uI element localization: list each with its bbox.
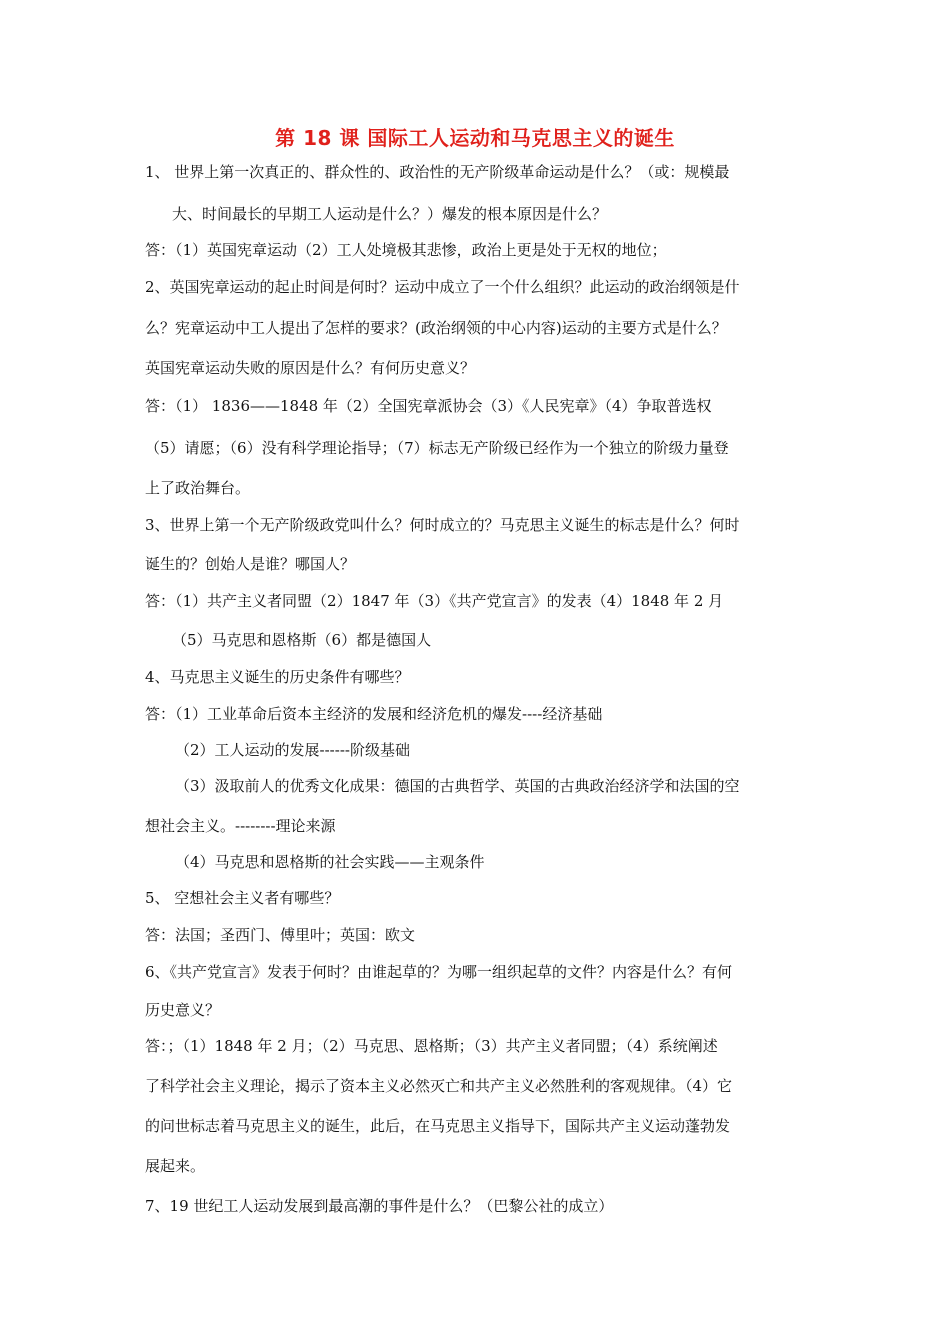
q3-line-1: 3、世界上第一个无产阶级政党叫什么？何时成立的？马克思主义诞生的标志是什么？何时 — [145, 516, 740, 534]
a2-line-2: （5）请愿；（6）没有科学理论指导；（7）标志无产阶级已经作为一个独立的阶级力量登 — [145, 439, 729, 457]
q2-line-3: 英国宪章运动失败的原因是什么？有何历史意义？ — [145, 359, 476, 377]
a3-line-2: （5）马克思和恩格斯（6）都是德国人 — [172, 631, 432, 649]
a4-line-4: 想社会主义。--------理论来源 — [145, 817, 336, 835]
lesson-title: 第 18 课 国际工人运动和马克思主义的诞生 — [275, 126, 675, 150]
q4-line-1: 4、马克思主义诞生的历史条件有哪些？ — [145, 668, 410, 686]
q5-line-1: 5、 空想社会主义者有哪些？ — [145, 889, 340, 907]
a1-line-1: 答：（1）英国宪章运动（2）工人处境极其悲惨，政治上更是处于无权的地位； — [145, 241, 667, 259]
q6-line-2: 历史意义？ — [145, 1001, 221, 1019]
a3-line-1: 答：（1）共产主义者同盟（2）1847 年（3）《共产党宣言》的发表（4）1848 年 2 月 — [145, 592, 724, 610]
q1-line-1: 1、 世界上第一次真正的、群众性的、政治性的无产阶级革命运动是什么？（或：规模最 — [145, 163, 730, 181]
a4-line-1: 答：（1）工业革命后资本主经济的发展和经济危机的爆发----经济基础 — [145, 705, 603, 723]
a6-line-1: 答：；（1）1848 年 2 月；（2）马克思、恩格斯；（3）共产主义者同盟；（4）系统阐述 — [145, 1037, 718, 1055]
q1-line-2: 大、时间最长的早期工人运动是什么？）爆发的根本原因是什么？ — [172, 205, 608, 223]
a6-line-2: 了科学社会主义理论，揭示了资本主义必然灭亡和共产主义必然胜利的客观规律。（4）它 — [145, 1077, 733, 1095]
a6-line-4: 展起来。 — [145, 1157, 206, 1175]
q7-line-1: 7、19 世纪工人运动发展到最高潮的事件是什么？（巴黎公社的成立） — [145, 1197, 614, 1215]
a5-line-1: 答：法国；圣西门、傅里叶；英国：欧文 — [145, 926, 416, 944]
a2-line-1: 答：（1） 1836——1848 年（2）全国宪章派协会（3）《人民宪章》（4）争取普选权 — [145, 397, 712, 415]
a4-line-5: （4）马克思和恩格斯的社会实践——主观条件 — [175, 853, 485, 871]
q2-line-2: 么？宪章运动中工人提出了怎样的要求？(政治纲领的中心内容)运动的主要方式是什么？ — [145, 319, 727, 337]
q3-line-2: 诞生的？创始人是谁？哪国人？ — [145, 555, 356, 573]
q2-line-1: 2、英国宪章运动的起止时间是何时？运动中成立了一个什么组织？此运动的政治纲领是什 — [145, 278, 740, 296]
a6-line-3: 的问世标志着马克思主义的诞生，此后，在马克思主义指导下，国际共产主义运动蓬勃发 — [145, 1117, 731, 1135]
a4-line-2: （2）工人运动的发展------阶级基础 — [175, 741, 410, 759]
q6-line-1: 6、《共产党宣言》发表于何时？由谁起草的？为哪一组织起草的文件？内容是什么？有何 — [145, 963, 733, 981]
a2-line-3: 上了政治舞台。 — [145, 479, 251, 497]
a4-line-3: （3）汲取前人的优秀文化成果：德国的古典哲学、英国的古典政治经济学和法国的空 — [175, 777, 740, 795]
